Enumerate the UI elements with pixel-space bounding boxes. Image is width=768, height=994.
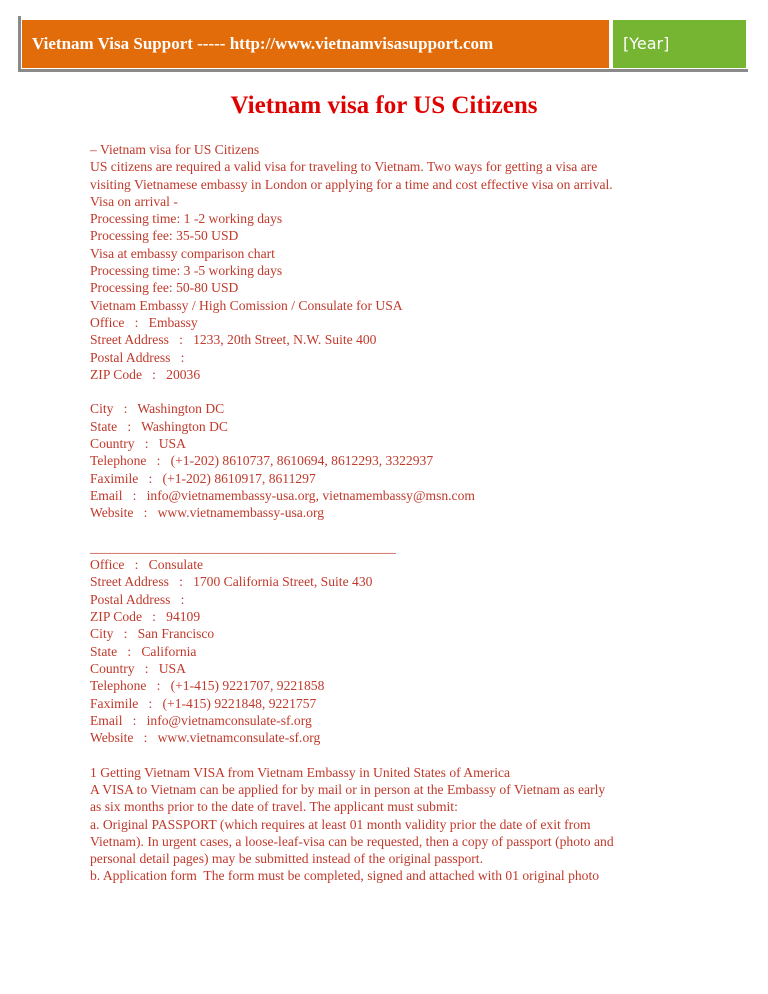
text-line: City : Washington DC: [90, 401, 225, 417]
text-line: Website : www.vietnamconsulate-sf.org: [90, 730, 321, 746]
text-line: A VISA to Vietnam can be applied for by mail or in person at the Embassy of Vietnam as early: [90, 781, 606, 797]
text-line: Email : info@vietnamconsulate-sf.org: [90, 712, 312, 728]
text-line: Postal Address :: [90, 591, 185, 607]
text-line: US citizens are required a valid visa for traveling to Vietnam. Two ways for getting a visa are: [90, 159, 598, 175]
text-line: as six months prior to the date of travel. The applicant must submit:: [90, 799, 458, 815]
paragraph-gap: [90, 383, 690, 400]
separator-line: _____________________________________________: [90, 539, 396, 555]
text-line: Processing time: 1 -2 working days: [90, 211, 283, 227]
text-line: Country : USA: [90, 436, 186, 452]
text-line: Telephone : (+1-415) 9221707, 9221858: [90, 678, 325, 694]
header-site-banner: Vietnam Visa Support ----- http://www.vietnamvisasupport.com: [22, 20, 609, 68]
paragraph-gap: [90, 522, 690, 539]
section-heading: 1 Getting Vietnam VISA from Vietnam Embassy in United States of America: [90, 764, 511, 780]
text-line: b. Application form The form must be completed, signed and attached with 01 original photo: [90, 868, 600, 884]
header-year-box: [Year]: [613, 20, 746, 68]
text-line: – Vietnam visa for US Citizens: [90, 142, 260, 157]
text-line: Visa on arrival -: [90, 193, 178, 209]
text-line: Postal Address :: [90, 349, 185, 365]
document-body: [90, 141, 690, 885]
text-line: Faximile : (+1-415) 9221848, 9221757: [90, 695, 317, 711]
intro-section: [90, 141, 690, 383]
embassy-section: [90, 400, 690, 521]
text-line: Office : Embassy: [90, 314, 198, 330]
text-line: Website : www.vietnamembassy-usa.org: [90, 505, 325, 521]
section-1: [90, 764, 690, 885]
text-line: State : California: [90, 643, 197, 659]
text-line: Faximile : (+1-202) 8610917, 8611297: [90, 470, 316, 486]
paragraph-gap: [90, 746, 690, 763]
text-line: Office : Consulate: [90, 557, 204, 573]
consulate-section: [90, 539, 690, 747]
text-line: a. Original PASSPORT (which requires at least 01 month validity prior the date of exit from: [90, 816, 591, 832]
text-line: Email : info@vietnamembassy-usa.org, vietnamembassy@msn.com: [90, 487, 475, 503]
text-line: ZIP Code : 94109: [90, 609, 201, 625]
text-line: Vietnam). In urgent cases, a loose-leaf-visa can be requested, then a copy of passport (photo and: [90, 833, 614, 849]
text-line: personal detail pages) may be submitted instead of the original passport.: [90, 851, 483, 867]
text-line: Processing fee: 35-50 USD: [90, 228, 239, 244]
text-line: Country : USA: [90, 660, 186, 676]
text-line: City : San Francisco: [90, 626, 215, 642]
text-line: Vietnam Embassy / High Comission / Consulate for USA: [90, 297, 403, 313]
text-line: ZIP Code : 20036: [90, 366, 201, 382]
text-line: Processing time: 3 -5 working days: [90, 263, 283, 279]
text-line: visiting Vietnamese embassy in London or applying for a time and cost effective visa on arrival.: [90, 176, 613, 192]
page-title: Vietnam visa for US Citizens: [230, 92, 538, 119]
text-line: Processing fee: 50-80 USD: [90, 280, 239, 296]
text-line: State : Washington DC: [90, 418, 228, 434]
text-line: Telephone : (+1-202) 8610737, 8610694, 8612293, 3322937: [90, 453, 434, 469]
text-line: Visa at embassy comparison chart: [90, 245, 275, 261]
text-line: Street Address : 1700 California Street, Suite 430: [90, 574, 373, 590]
text-line: Street Address : 1233, 20th Street, N.W. Suite 400: [90, 332, 377, 348]
